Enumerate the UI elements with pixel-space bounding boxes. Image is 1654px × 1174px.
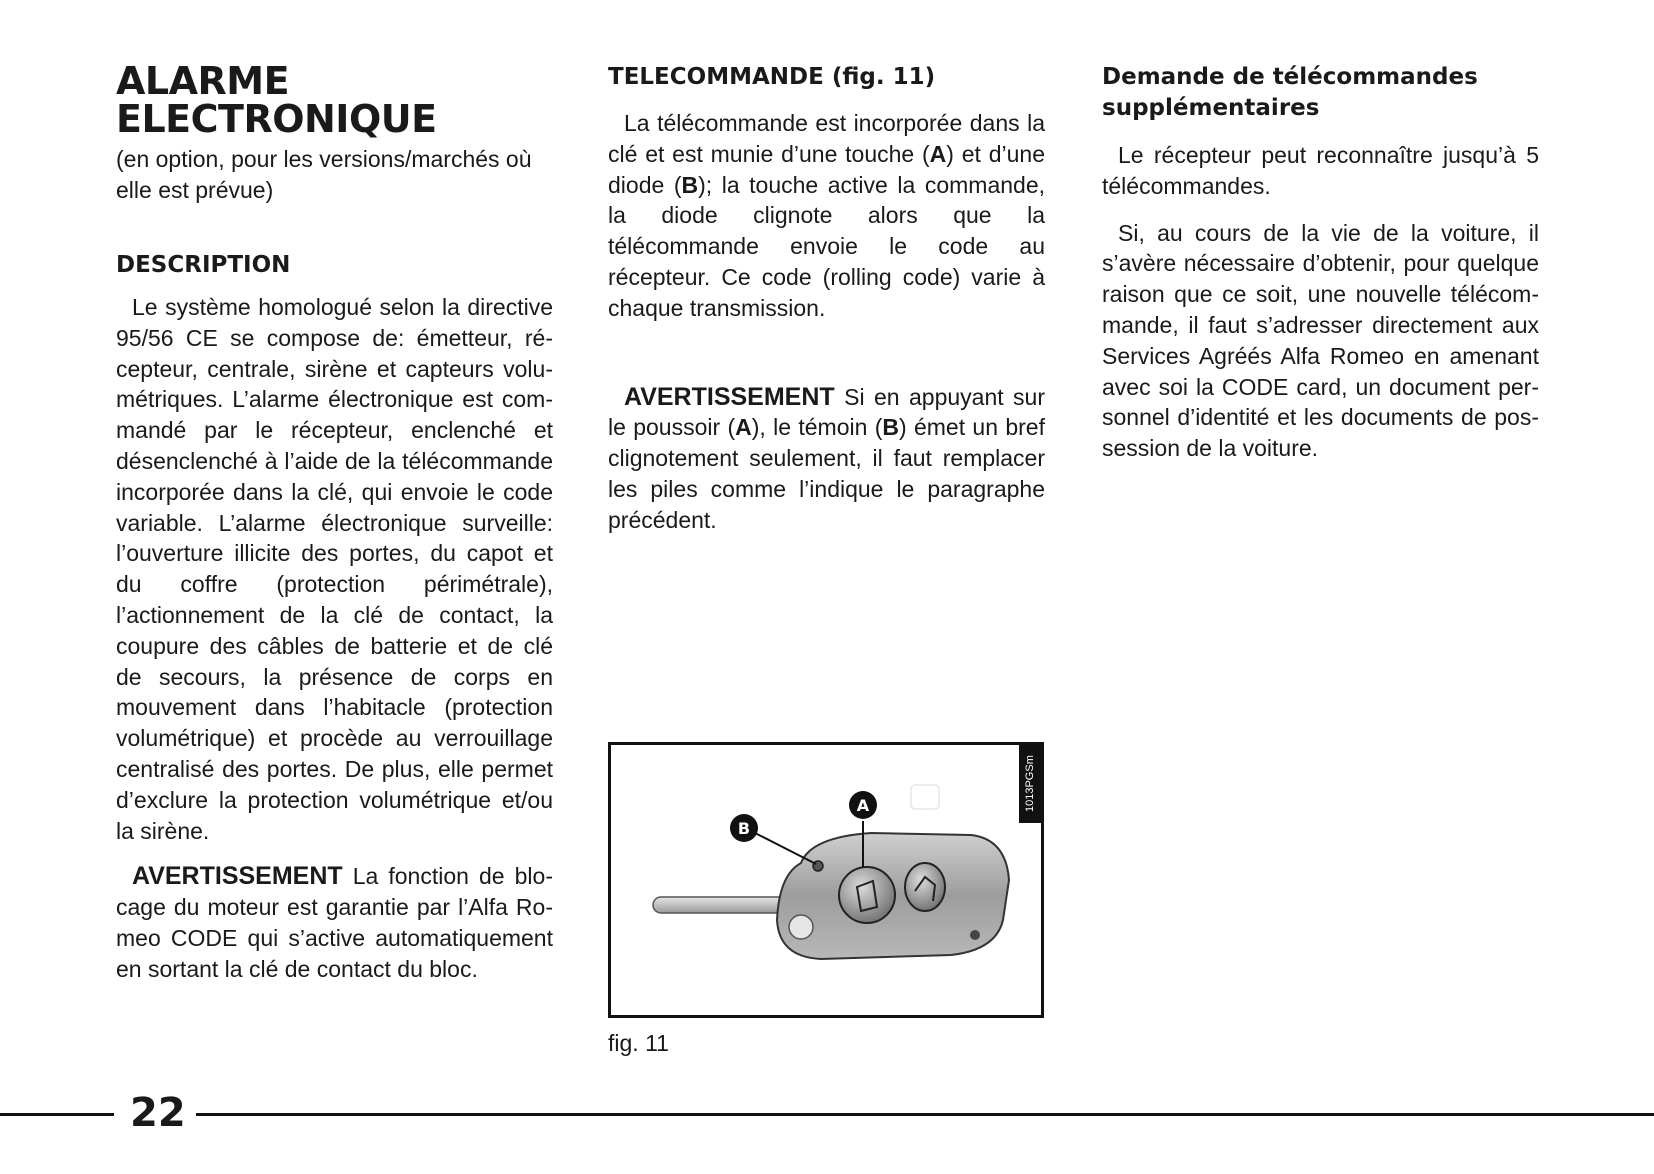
callout-b [730, 814, 758, 842]
key-ref-a: A [735, 414, 752, 441]
callout-a-label: A [856, 796, 870, 815]
figure-code: 1013PGSm [1019, 745, 1041, 823]
warning-label: AVERTISSEMENT [624, 382, 835, 411]
release-button [789, 915, 813, 939]
page-number: 22 [130, 1090, 186, 1136]
warning-text: La fonction de blocage du moteur est garantie par l’Alfa Romeo CODE qui s’active automatiquement en sortant la clé de contact du bloc. [116, 863, 553, 982]
column-telecommande [608, 62, 1045, 536]
figure-11 [608, 742, 1044, 1018]
button-unlock [905, 863, 945, 911]
key-ref-b: B [882, 414, 899, 441]
receiver-paragraph: Le récepteur peut reconnaître jusqu’à 5 télécommandes. [1102, 142, 1539, 199]
callout-b-label: B [737, 819, 751, 838]
warning-label: AVERTISSEMENT [132, 862, 343, 891]
title-line-1: ALARME [116, 59, 290, 103]
title-note: (en option, pour les versions/marchés où elle est prévue) [116, 146, 532, 203]
key-blade [653, 897, 793, 913]
key-ref-b: B [681, 171, 699, 198]
button-a [839, 867, 895, 923]
telecommande-paragraph [608, 108, 1045, 324]
text-fragment: ) émet un bref clignotement seulement, il faut remplacer les piles comme l’indique le paragraphe précédent. [608, 414, 1045, 533]
warning-paragraph [116, 861, 553, 984]
column-demande [1102, 62, 1539, 464]
text-fragment: ) et d’une diode ( [608, 140, 1045, 198]
keyring-hole [970, 930, 980, 940]
description-paragraph: Le système homologué selon la directive 95/56 CE se compose de: émetteur, récepteur, centrale, sirène et capteurs volumétriques. L’alarme électronique est commandé par le récepteur, enclenché et désenclenché à l’aide de la télécommande incorporée dans la clé, qui envoie le code variable. L’alarme électronique surveille: l’ouverture illicite des portes, du capot et du coffre (protection périmétrale), l’actionnement de la clé de contact, la coupure des câbles de batterie et de clé de secours, la présence de corps en mouvement dans l’habitacle (protection volumétrique) et procède au verrouillage centralisé des portes. De plus, elle permet d’exclure la protection volumétrique et/ou la sirène. [116, 294, 553, 844]
figure-caption: fig. 11 [608, 1030, 669, 1056]
page-title [116, 59, 553, 141]
section-title-demande: Demande de télécommandes supplémentaires [1102, 64, 1478, 121]
text-fragment: ), le témoin ( [751, 414, 883, 441]
callout-a [849, 791, 877, 819]
key-remote-illustration [611, 745, 1041, 1015]
title-line-2: ELECTRONIQUE [116, 97, 437, 141]
key-ref-a: A [929, 140, 947, 167]
text-fragment: Si en appuyant sur le poussoir ( [608, 383, 1045, 441]
text-fragment: La télécommande est incorporée dans la clé et est munie d’une touche ( [608, 110, 1045, 167]
text-fragment: ); la touche active la commande, la diode clignote alors que la télécommande envoie le code au récepteur. Ce code (rolling code) varie à chaque transmission. [608, 171, 1045, 321]
column-alarme [116, 59, 553, 985]
new-remote-paragraph: Si, au cours de la vie de la voiture, il s’avère nécessaire d’obtenir, pour quelque raison que ce soit, une nouvelle télécommande, il faut s’adresser directement aux Services Agréés Alfa Romeo en amenant avec soi la CODE card, un document personnel d’identité et les documents de possession de la voiture. [1102, 219, 1539, 462]
section-title-description: DESCRIPTION [116, 252, 291, 278]
footer-rule-right [196, 1113, 1654, 1116]
warning-battery-paragraph [608, 382, 1045, 536]
footer-rule-left [0, 1113, 114, 1116]
section-title-telecommande: TELECOMMANDE (fig. 11) [608, 64, 936, 90]
